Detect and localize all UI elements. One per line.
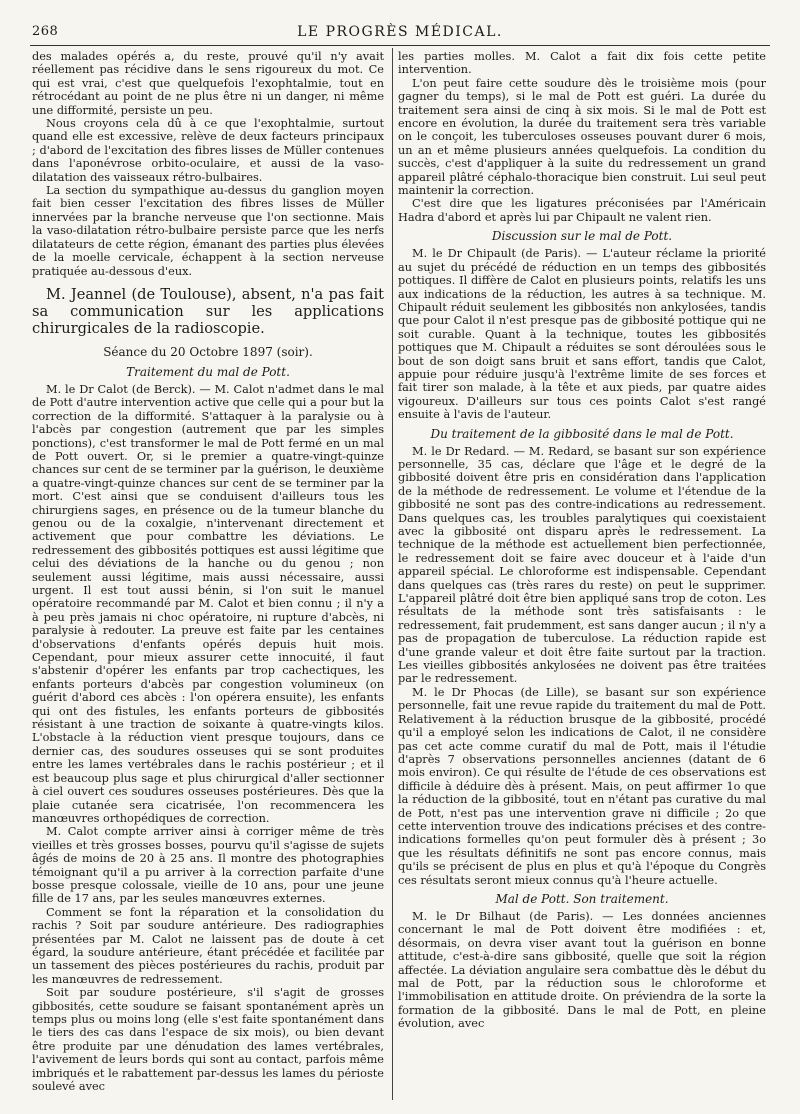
page-header xyxy=(32,24,768,44)
session-heading: Séance du 20 Octobre 1897 (soir). xyxy=(103,344,313,359)
paragraph: Soit par soudure postérieure, s'il s'agit de grosses gibbosités, cette soudure se faisant spontanément après un temps plus ou moins long (elle s'est faite spontanément dans le tiers des cas dans l'espace de six mois), ou bien devant être produite par une dénudation des lames vertébrales, l'avivement de leurs bords qui sont au contact, parfois même imbriqués et le rabattement par-dessus les lames du périoste soulevé avec xyxy=(32,986,384,1094)
paragraph: M. le Dr Calot (de Berck). — M. Calot n'admet dans le mal de Pott d'autre intervention active que celle qui a pour but la correction de la difformité. S'attaquer à la paralysie ou à l'abcès par congestion (autrement que par les simples ponctions), c'est transformer le mal de Pott fermé en un mal de Pott ouvert. Or, si le premier a quatre-vingt-quinze chances sur cent de se terminer par la guérison, le deuxième a quatre-vingt-quinze chances sur cent de se terminer par la mort. C'est ainsi que se conduisent d'ailleurs tous les chirurgiens sages, en présence ou de la tumeur blanche du genou ou de la coxalgie, n'intervenant directement et activement que pour combattre les déviations. Le redressement des gibbosités pottiques est aussi légitime que celui des déviations de la hanche ou du genou ; non seulement aussi légitime, mais aussi nécessaire, aussi urgent. Il est tout aussi bénin, si l'on suit le manuel opératoire recommandé par M. Calot et bien connu ; il n'y a à peu près jamais ni choc opératoire, ni rupture d'abcès, ni paralysie à redouter. La preuve est faite par les centaines d'observations d'enfants opérés depuis huit mois. Cependant, pour mieux assurer cette innocuité, il faut s'abstenir d'opérer les enfants par trop cachectiques, les enfants porteurs d'abcès par congestion volumineux (on guérit d'abord ces abcès : l'on opérera ensuite), les enfants qui ont des fistules, les enfants porteurs de gibbosités résistant à une traction de soixante à quatre-vingts kilos. L'obstacle à la réduction vient presque toujours, dans ce dernier cas, des soudures osseuses qui se sont produites entre les lames vertébrales dans le rachis postérieur ; et il est beaucoup plus sage et plus chirurgical d'aller sectionner à ciel ouvert ces soudures osseuses postérieures. Dès que la plaie cutanée sera cicatrisée, l'on recommencera les manœuvres orthopédiques de correction. xyxy=(32,382,384,825)
paragraph: M. le Dr Bilhaut (de Paris). — Les données anciennes concernant le mal de Pott doivent être modifiées : et, désormais, on devra viser avant tout la guérison en bonne attitude, c'est-à-dire sans gibbosité, quelle que soit la région affectée. La déviation angulaire sera combattue dès le début du mal de Pott, par la réduction sous le chloroforme et l'immobilisation en attitude droite. On préviendra de la sorte la formation de la gibbosité. Dans le mal de Pott, en pleine évolution, avec xyxy=(398,909,766,1031)
right-column xyxy=(398,50,766,1106)
paragraph: M. le Dr Phocas (de Lille), se basant sur son expérience personnelle, fait une revue rapide du traitement du mal de Pott. Relativement à la réduction brusque de la gibbosité, procédé qu'il a employé selon les indications de Calot, il ne considère pas cet acte comme curatif du mal de Pott, mais il l'étudie d'après 7 observations personnelles anciennes (datant de 6 mois environ). Ce qui résulte de l'étude de ces observations est difficile à déduire dès à présent. Mais, on peut affirmer 1o que la réduction de la gibbosité, tout en n'étant pas curative du mal de Pott, n'est pas une intervention grave ni difficile ; 2o que cette intervention trouve des indications précises et des contre-indications formelles qu'on peut formuler dès à présent ; 3o que les résultats définitifs ne sont pas encore connus, mais qu'ils se précisent de plus en plus et qu'à l'époque du Congrès ces résultats seront mieux connus qu'à l'heure actuelle. xyxy=(398,685,766,887)
paragraph: Comment se font la réparation et la consolidation du rachis ? Soit par soudure antérieure. Des radiographies présentées par M. Calot ne laissent pas de doute à cet égard, la soudure antérieure, étant précédée et facilitée par un tassement des pièces postérieures du rachis, produit par les manœuvres de redressement. xyxy=(32,905,384,986)
paragraph: C'est dire que les ligatures préconisées par l'Américain Hadra d'abord et après lui par Chipault ne valent rien. xyxy=(398,197,766,224)
paragraph: M. le Dr Chipault (de Paris). — L'auteur réclame la priorité au sujet du précédé de réduction en un temps des gibbosités pottiques. Il diffère de Calot en plusieurs points, relatifs les uns aux indications de la réduction, les autres à sa technique. M. Chipault réduit seulement les gibbosités non ankylosées, tandis que pour Calot il n'est presque pas de gibbosité pottique qui ne soit curable. Quant à la technique, toutes les gibbosités pottiques que M. Chipault a réduites se sont déroulées sous le bout de son doigt sans bruit et sans effort, tandis que Calot, appuie pour réduire jusqu'à l'extrême limite de ses forces et fait tirer son malade, à la tête et aux pieds, par quatre aides vigoureux. D'ailleurs sur tous ces points Calot s'est rangé ensuite à l'avis de l'auteur. xyxy=(398,247,766,422)
journal-title: LE PROGRÈS MÉDICAL. xyxy=(297,24,503,40)
section-heading: Du traitement de la gibbosité dans le mal de Pott. xyxy=(430,426,734,441)
paragraph: M. Calot compte arriver ainsi à corriger même de très vieilles et très grosses bosses, pourvu qu'il s'agisse de sujets âgés de moins de 20 à 25 ans. Il montre des photographies témoignant qu'il a pu arriver à la correction parfaite d'une bosse presque colossale, vieille de 10 ans, pour une jeune fille de 17 ans, par les seules manœuvres externes. xyxy=(32,825,384,906)
section-heading: Mal de Pott. Son traitement. xyxy=(495,891,669,906)
section-heading: Traitement du mal de Pott. xyxy=(126,364,290,379)
paragraph: Nous croyons cela dû à ce que l'exophtalmie, surtout quand elle est excessive, relève de deux facteurs principaux ; d'abord de l'excitation des fibres lisses de Müller contenues dans l'aponévrose orbito-oculaire, et aussi de la vaso-dilatation des vaisseaux rétro-bulbaires. xyxy=(32,117,384,184)
paragraph: M. le Dr Redard. — M. Redard, se basant sur son expérience personnelle, 35 cas, déclare que l'âge et le degré de la gibbosité doivent être pris en considération dans l'application de la méthode de redressement. Le volume et l'étendue de la gibbosité ne sont pas des contre-indications au redressement. Dans quelques cas, les troubles paralytiques qui coexistaient avec la gibbosité ont disparu après le redressement. La technique de la méthode est actuellement bien perfectionnée, le redressement doit se faire avec douceur et à l'aide d'un appareil spécial. Le chloroforme est indispensable. Cependant dans quelques cas (très rares du reste) on peut le supprimer. L'appareil plâtré doit être bien appliqué sans trop de coton. Les résultats de la méthode sont très satisfaisants : le redressement, fait prudemment, est sans danger aucun ; il n'y a pas de propagation de tuberculose. La réduction rapide est d'une grande valeur et doit être faite surtout par la traction. Les vieilles gibbosités ankylosées ne doivent pas être traitées par le redressement. xyxy=(398,444,766,686)
header-rule xyxy=(30,45,770,46)
paragraph: des malades opérés a, du reste, prouvé qu'il n'y avait réellement pas récidive dans le sens rigoureux du mot. Ce qui est vrai, c'est que quelquefois l'exophtalmie, tout en rétrocédant au point de ne plus être ni un danger, ni même une difformité, persiste un peu. xyxy=(32,50,384,117)
announcement-paragraph: M. Jeannel (de Toulouse), absent, n'a pas fait sa communication sur les applications chirurgicales de la radioscopie. xyxy=(32,285,384,337)
paragraph: les parties molles. M. Calot a fait dix fois cette petite intervention. xyxy=(398,50,766,77)
section-heading: Discussion sur le mal de Pott. xyxy=(491,229,673,244)
page-number: 268 xyxy=(32,24,59,39)
paragraph: La section du sympathique au-dessus du ganglion moyen fait bien cesser l'excitation des fibres lisses de Müller innervées par la branche nerveuse que l'on sectionne. Mais la vaso-dilatation rétro-bulbaire persiste parce que les nerfs dilatateurs de cette région, émanant des parties plus élevées de la moelle cervicale, échappent à la section nerveuse pratiquée au-dessous d'eux. xyxy=(32,184,384,278)
column-divider xyxy=(392,48,393,1100)
left-column xyxy=(32,50,384,1106)
paragraph: L'on peut faire cette soudure dès le troisième mois (pour gagner du temps), si le mal de Pott est guéri. La durée du traitement sera ainsi de cinq à six mois. Si le mal de Pott est encore en évolution, la durée du traitement sera très variable on le conçoit, les tuberculoses osseuses pouvant durer 6 mois, un an et même plusieurs années quelquefois. La condition du succès, c'est d'appliquer à la suite du redressement un grand appareil plâtré céphalo-thoracique bien construit. Lui seul peut maintenir la correction. xyxy=(398,76,766,198)
